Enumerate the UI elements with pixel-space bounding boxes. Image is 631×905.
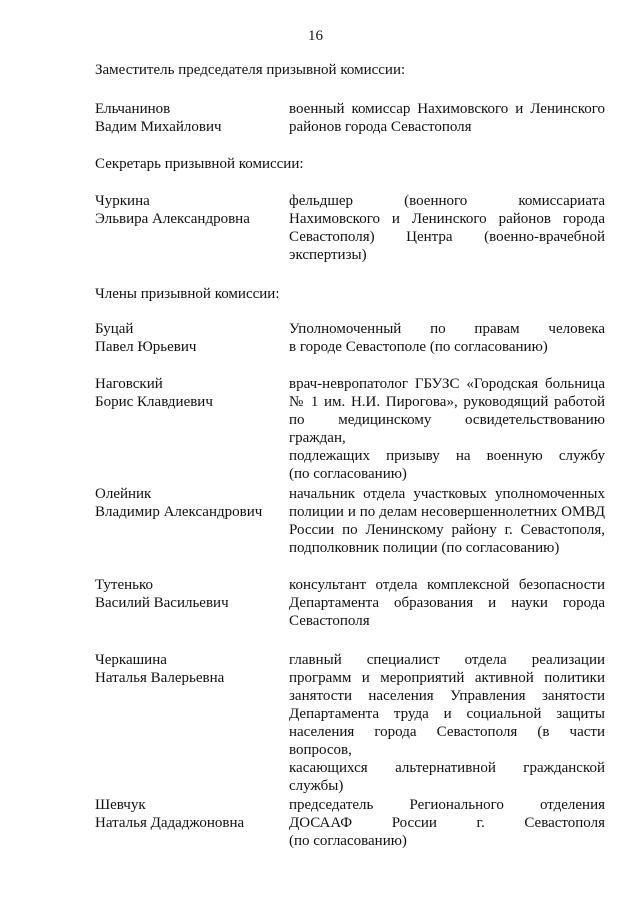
person-given-name: Наталья Валерьевна — [95, 670, 225, 686]
person-role-cherkashina — [289, 651, 605, 795]
role-line: населения города Севастополя (в части вопросов, — [289, 724, 605, 758]
person-surname: Наговский — [95, 376, 163, 392]
role-line: фельдшер (военного комиссариата — [289, 193, 605, 209]
role-line: занятости населения Управления занятости — [289, 688, 605, 704]
person-name-oleinik — [95, 485, 280, 521]
role-line: председатель Регионального отделения — [289, 797, 605, 813]
section-heading-members: Члены призывной комиссии: — [95, 286, 280, 302]
person-name-tutenko — [95, 576, 280, 612]
person-surname: Тутенько — [95, 577, 154, 593]
person-surname: Шевчук — [95, 797, 146, 813]
person-name-cherkashina — [95, 651, 280, 687]
role-line: начальник отдела участковых уполномоченных — [289, 486, 605, 502]
role-line: программ и мероприятий активной политики — [289, 670, 605, 686]
person-role-churkina — [289, 192, 605, 264]
role-line: военный комиссар Нахимовского и Ленинского — [289, 101, 605, 117]
role-line: России по Ленинскому району г. Севастополя, — [289, 522, 605, 538]
person-given-name: Эльвира Александровна — [95, 211, 250, 227]
role-line: Департамента труда и социальной защиты — [289, 706, 605, 722]
person-surname: Олейник — [95, 486, 152, 502]
person-role-tutenko — [289, 576, 605, 630]
section-heading-secretary: Секретарь призывной комиссии: — [95, 156, 304, 172]
person-role-butsai — [289, 320, 605, 356]
role-line: Уполномоченный по правам человека — [289, 321, 605, 337]
role-line: районов города Севастополя — [289, 119, 472, 135]
page-number: 16 — [308, 28, 323, 44]
role-line: Нахимовского и Ленинского районов города — [289, 211, 605, 227]
person-given-name: Наталья Дададжоновна — [95, 815, 245, 831]
role-line: экспертизы) — [289, 247, 367, 263]
role-line: Севастополя — [289, 613, 370, 629]
role-line: подлежащих призыву на военную службу — [289, 448, 605, 464]
role-line: полиции и по делам несовершеннолетних ОМВД — [289, 504, 605, 520]
section-heading-deputy: Заместитель председателя призывной комиссии: — [95, 62, 406, 78]
role-line: службы) — [289, 778, 344, 794]
person-name-shevchuk — [95, 796, 280, 832]
role-line: консультант отдела комплексной безопасности — [289, 577, 605, 593]
role-line: врач-невропатолог ГБУЗС «Городская больница — [289, 376, 605, 392]
person-name-churkina — [95, 192, 280, 228]
person-given-name: Вадим Михайлович — [95, 119, 222, 135]
role-line: Департамента образования и науки города — [289, 595, 605, 611]
person-surname: Черкашина — [95, 652, 167, 668]
person-surname: Буцай — [95, 321, 134, 337]
role-line: № 1 им. Н.И. Пирогова», руководящий работой — [289, 394, 605, 410]
person-given-name: Владимир Александрович — [95, 504, 263, 520]
person-role-elchaninov — [289, 100, 605, 136]
person-given-name: Павел Юрьевич — [95, 339, 197, 355]
role-line: ДОСААФ России г. Севастополя — [289, 815, 605, 831]
person-given-name: Борис Клавдиевич — [95, 394, 213, 410]
person-name-nagovsky — [95, 375, 280, 411]
person-surname: Чуркина — [95, 193, 150, 209]
role-line: (по согласованию) — [289, 466, 407, 482]
role-line: в городе Севастополе (по согласованию) — [289, 339, 548, 355]
person-given-name: Василий Васильевич — [95, 595, 229, 611]
role-line: подполковник полиции (по согласованию) — [289, 540, 560, 556]
person-role-oleinik — [289, 485, 605, 557]
person-surname: Ельчанинов — [95, 101, 171, 117]
person-role-shevchuk — [289, 796, 605, 850]
role-line: касающихся альтернативной гражданской — [289, 760, 605, 776]
role-line: главный специалист отдела реализации — [289, 652, 605, 668]
person-role-nagovsky — [289, 375, 605, 483]
person-name-butsai — [95, 320, 280, 356]
role-line: по медицинскому освидетельствованию граждан, — [289, 412, 605, 446]
role-line: (по согласованию) — [289, 833, 407, 849]
person-name-elchaninov — [95, 100, 280, 136]
role-line: Севастополя) Центра (военно-врачебной — [289, 229, 605, 245]
